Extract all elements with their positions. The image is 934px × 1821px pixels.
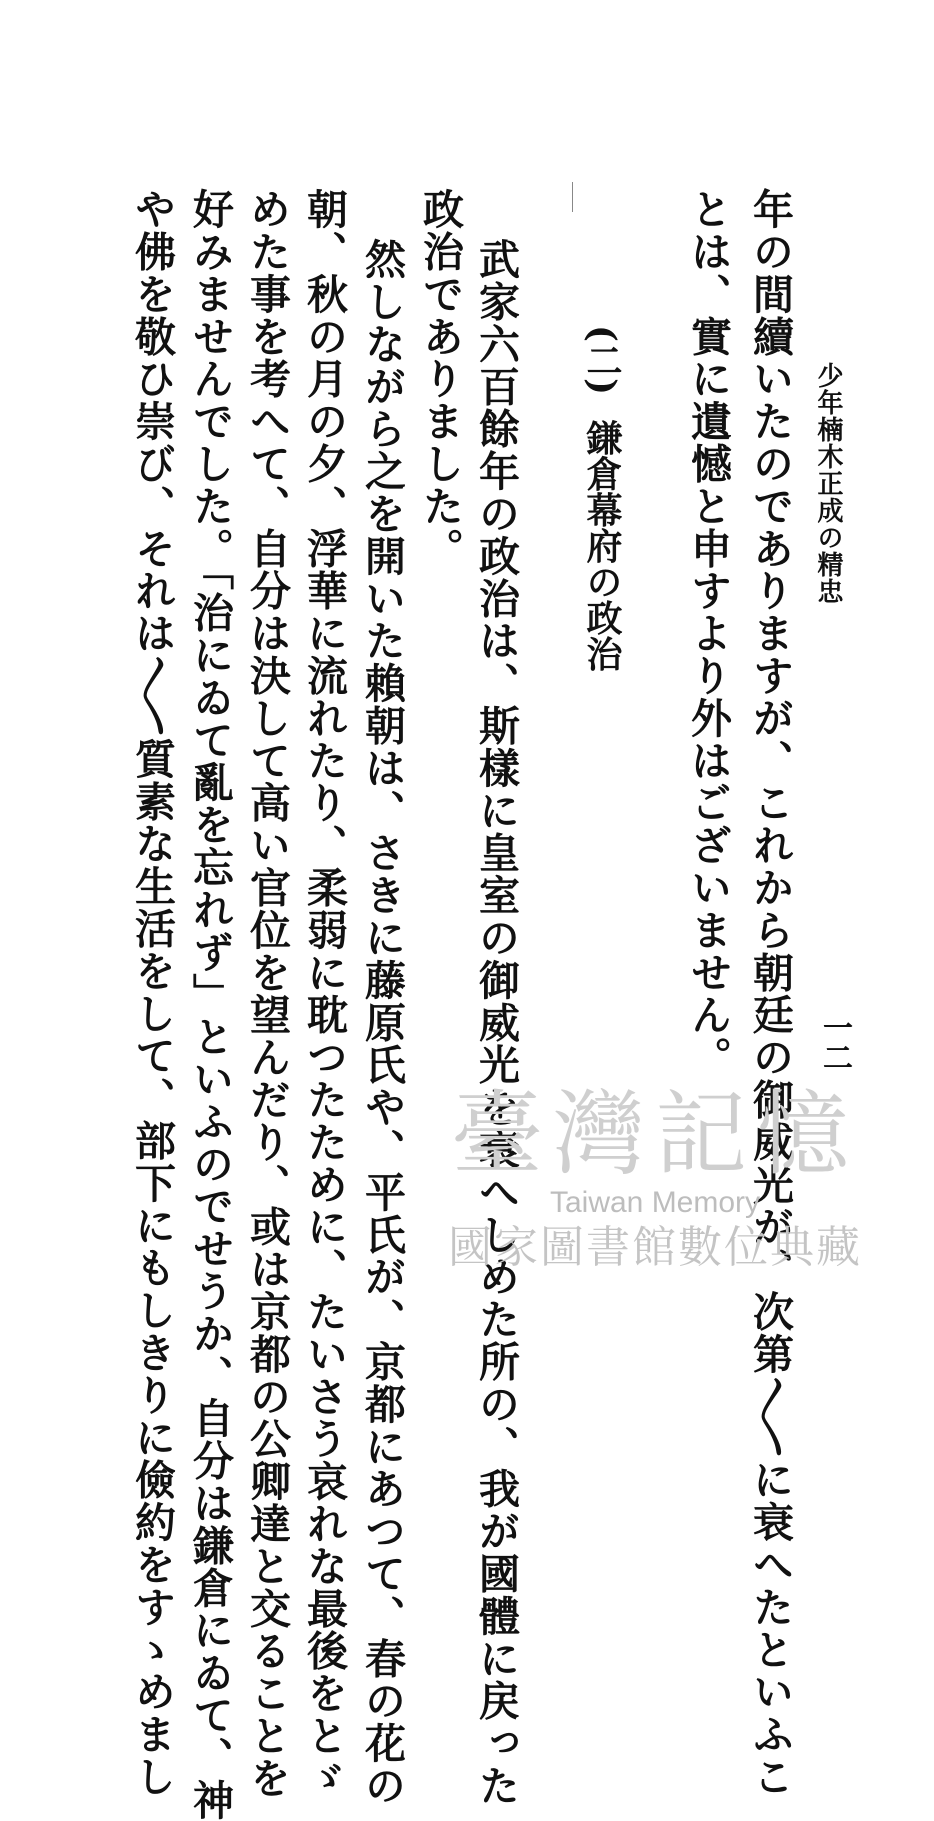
watermark-library: 國家圖書館數位典藏	[448, 1222, 862, 1273]
section-heading	[572, 325, 632, 671]
text-column: 朝、秋の月の夕、浮華に流れたり、柔弱に耽つたために、たいさう哀れな最後をとゞ	[300, 188, 348, 1800]
section-number: (二)	[581, 325, 623, 396]
text-column: とは、實に遺憾と申すより外はございません。	[684, 188, 732, 1079]
watermark-chinese: 臺灣記憶	[450, 1081, 859, 1188]
running-title: 少年楠木正成の精忠	[813, 362, 843, 605]
text-column: 政治でありました。	[416, 188, 464, 570]
watermark-english: Taiwan Memory	[549, 1186, 761, 1219]
text-column: 好みませんでした。「治にゐて亂を忘れず」といふのでせうか、自分は鎌倉にゐて、神	[186, 188, 234, 1821]
page-number: 一二	[817, 1012, 852, 1072]
text-column: 年の間續いたのでありますが、これから朝廷の御威光が、次第〳〵に衰へたといふこ	[746, 188, 794, 1798]
text-column: 然しながら之を開いた賴朝は、さきに藤原氏や、平氏が、京都にあつて、春の花の	[358, 238, 406, 1807]
text-column: めた事を考へて、自分は決して高い官位を望んだり、或は京都の公卿達と交ることを	[243, 188, 291, 1800]
section-title: 鎌倉幕府の政治	[581, 419, 623, 672]
divider	[572, 182, 573, 212]
text-column: や佛を敬ひ崇び、それは〳〵質素な生活をして、部下にもしきりに儉約をすゝめまし	[128, 188, 176, 1798]
text-column: 武家六百餘年の政治は、斯樣に皇室の御威光を衰へしめた所の、我が國體に戻った	[472, 238, 520, 1807]
